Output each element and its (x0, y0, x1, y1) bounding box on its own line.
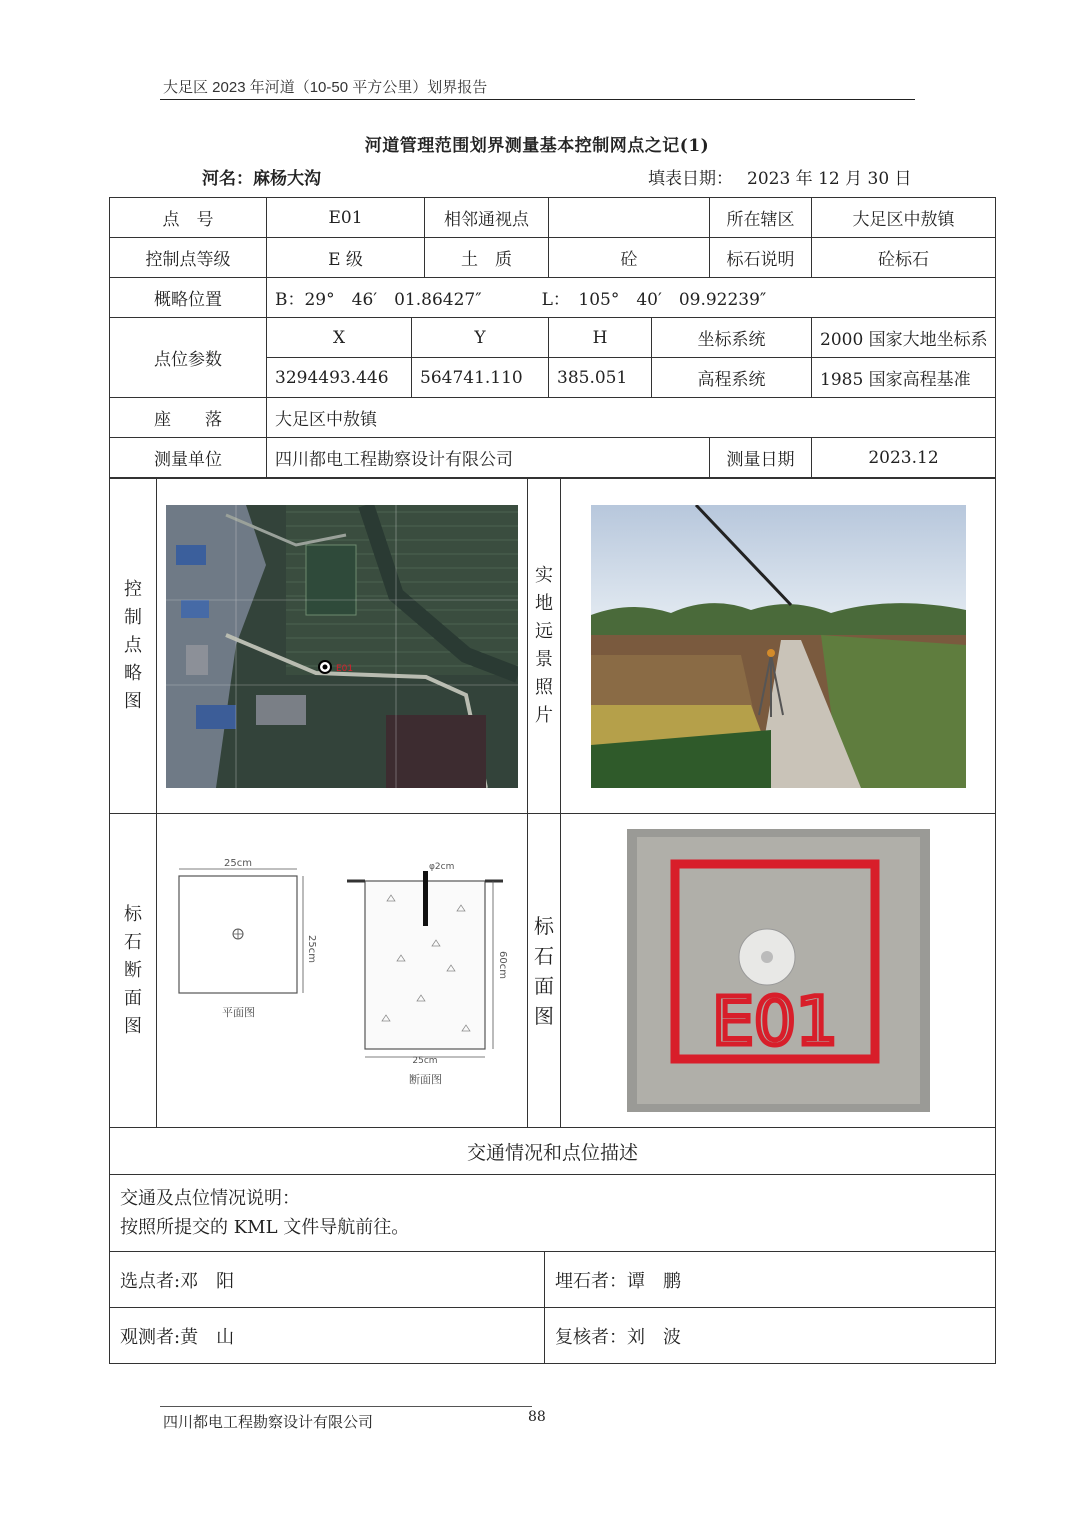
y-value: 564741.110 (412, 358, 549, 398)
traffic-line-1: 交通及点位情况说明： (120, 1188, 300, 1209)
district-value: 大足区中敖镇 (812, 198, 996, 238)
section-drawing-cell (157, 814, 528, 1128)
soil-label: 土 质 (425, 238, 549, 278)
longitude-value: L： 105° 40′ 09.92239″ (541, 290, 767, 310)
fill-date (648, 164, 912, 189)
page-header: 大足区 2023 年河道（10-50 平方公里）划界报告 (163, 79, 488, 96)
face-photo-cell (561, 814, 996, 1128)
h-header: H (549, 318, 652, 358)
point-no-value: E01 (267, 198, 425, 238)
seat-value: 大足区中敖镇 (267, 398, 996, 438)
neighbor-label: 相邻通视点 (425, 198, 549, 238)
fill-date-label: 填表日期： (648, 169, 733, 189)
neighbor-value (549, 198, 710, 238)
marker-face-photo (627, 829, 930, 1112)
unit-label: 测量单位 (110, 438, 267, 478)
point-no-label: 点 号 (110, 198, 267, 238)
soil-value: 砼 (549, 238, 710, 278)
h-value: 385.051 (549, 358, 652, 398)
marker-face-text: E01 (711, 983, 838, 1060)
plan-width-label: 25cm (224, 857, 252, 869)
page-number: 88 (528, 1409, 546, 1425)
seat-label: 座 落 (110, 398, 267, 438)
header-rule (160, 99, 915, 100)
grade-value: E 级 (267, 238, 425, 278)
plan-caption: 平面图 (222, 1005, 255, 1019)
marker-desc-value: 砼标石 (812, 238, 996, 278)
observer: 观测者:黄 山 (110, 1308, 545, 1364)
x-value: 3294493.446 (267, 358, 412, 398)
elev-sys-label: 高程系统 (652, 358, 812, 398)
marker-desc-label: 标石说明 (710, 238, 812, 278)
photo-label: 实 地 远 景 照 片 (528, 479, 561, 814)
description-table (109, 1127, 996, 1364)
params-label: 点位参数 (110, 318, 267, 398)
point-info-table (109, 197, 996, 478)
fill-date-value: 2023 年 12 月 30 日 (747, 169, 912, 189)
section-bottom-label: 25cm (412, 1055, 438, 1066)
plan-height-label: 25cm (306, 934, 317, 963)
grade-label: 控制点等级 (110, 238, 267, 278)
latitude-value: B：29° 46′ 01.86427″ (275, 290, 482, 310)
marker-section-drawing (167, 851, 517, 1091)
section-label: 标 石 断 面 图 (110, 814, 157, 1128)
document-title: 河道管理范围划界测量基本控制网点之记(1) (364, 136, 710, 156)
elev-sys-value: 1985 国家高程基准 (812, 358, 996, 398)
y-header: Y (412, 318, 549, 358)
sketch-map-cell (157, 479, 528, 814)
survey-date-value: 2023.12 (812, 438, 996, 478)
image-table (109, 478, 996, 1128)
sketch-label: 控 制 点 略 图 (110, 479, 157, 814)
field-photo-image (591, 505, 966, 788)
traffic-description (110, 1175, 996, 1252)
footer-rule (160, 1406, 532, 1407)
coord-sys-label: 坐标系统 (652, 318, 812, 358)
location-value (267, 278, 996, 318)
map-point-label: E01 (336, 663, 354, 674)
river-name: 河名：麻杨大沟 (202, 169, 321, 189)
section-depth-label: 60cm (497, 950, 508, 979)
photo-cell (561, 479, 996, 814)
selector: 选点者:邓 阳 (110, 1252, 545, 1308)
traffic-line-2: 按照所提交的 KML 文件导航前往。 (120, 1217, 410, 1238)
district-label: 所在辖区 (710, 198, 812, 238)
burier: 埋石者：谭 鹏 (545, 1252, 996, 1308)
satellite-map-image (166, 505, 518, 788)
section-caption: 断面图 (409, 1072, 442, 1086)
survey-date-label: 测量日期 (710, 438, 812, 478)
unit-value: 四川都电工程勘察设计有限公司 (267, 438, 710, 478)
section-top-label: φ2cm (429, 861, 455, 872)
traffic-title: 交通情况和点位描述 (110, 1128, 996, 1175)
location-label: 概略位置 (110, 278, 267, 318)
coord-sys-value: 2000 国家大地坐标系 (812, 318, 996, 358)
reviewer: 复核者：刘 波 (545, 1308, 996, 1364)
footer-company: 四川都电工程勘察设计有限公司 (163, 1413, 374, 1431)
face-label: 标 石 面 图 (528, 814, 561, 1128)
x-header: X (267, 318, 412, 358)
